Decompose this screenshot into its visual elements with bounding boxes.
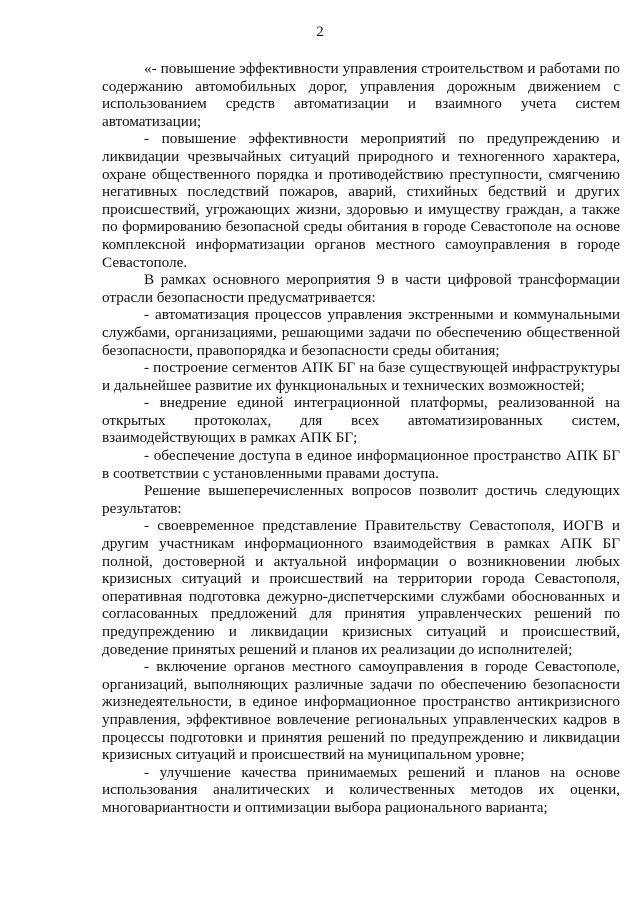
paragraph: - включение органов местного самоуправления в городе Севастополе, организаций, выполняющих различные задачи по обеспечению безопасности жизнедеятельности, в единое информационное пространство антикризисного управления, эффективное вовлечение региональных управленческих кадров в процессы подготовки и принятия решений по предупреждению и ликвидации кризисных ситуаций и происшествий на муниципальном уровне; bbox=[102, 658, 620, 764]
document-body bbox=[102, 60, 620, 817]
paragraph: - построение сегментов АПК БГ на базе существующей инфраструктуры и дальнейшее развитие их функциональных и технических возможностей; bbox=[102, 359, 620, 394]
paragraph: - улучшение качества принимаемых решений и планов на основе использования аналитических и количественных методов их оценки, многовариантности и оптимизации выбора рационального варианта; bbox=[102, 763, 620, 816]
paragraph: - повышение эффективности мероприятий по предупреждению и ликвидации чрезвычайных ситуаций природного и техногенного характера, охране общественного порядка и противодействию преступности, смягчению негативных последствий пожаров, аварий, стихийных бедствий и других происшествий, угрожающих жизни, здоровью и имуществу граждан, а также по формированию безопасной среды обитания в городе Севастополе на основе комплексной информатизации органов местного самоуправления в городе Севастополе. bbox=[102, 130, 620, 271]
paragraph: - внедрение единой интеграционной платформы, реализованной на открытых протоколах, для всех автоматизированных систем, взаимодействующих в рамках АПК БГ; bbox=[102, 394, 620, 447]
paragraph: - обеспечение доступа в единое информационное пространство АПК БГ в соответствии с установленными правами доступа. bbox=[102, 447, 620, 482]
paragraph: - автоматизация процессов управления экстренными и коммунальными службами, организациями, решающими задачи по обеспечению общественной безопасности, правопорядка и безопасности среды обитания; bbox=[102, 306, 620, 359]
paragraph: «- повышение эффективности управления строительством и работами по содержанию автомобильных дорог, управления дорожным движением с использованием средств автоматизации и взаимного учета систем автоматизации; bbox=[102, 60, 620, 130]
paragraph: - своевременное представление Правительству Севастополя, ИОГВ и другим участникам информационного взаимодействия в рамках АПК БГ полной, достоверной и актуальной информации о возникновении любых кризисных ситуаций и происшествий на территории города Севастополя, оперативная подготовка дежурно-диспетчерскими службами обоснованных и согласованных предложений для принятия управленческих решений по предупреждению и ликвидации кризисных ситуаций и происшествий, доведение принятых решений и планов их реализации до исполнителей; bbox=[102, 517, 620, 658]
paragraph: В рамках основного мероприятия 9 в части цифровой трансформации отрасли безопасности предусматривается: bbox=[102, 271, 620, 306]
page-number: 2 bbox=[316, 24, 324, 40]
paragraph: Решение вышеперечисленных вопросов позволит достичь следующих результатов: bbox=[102, 482, 620, 517]
